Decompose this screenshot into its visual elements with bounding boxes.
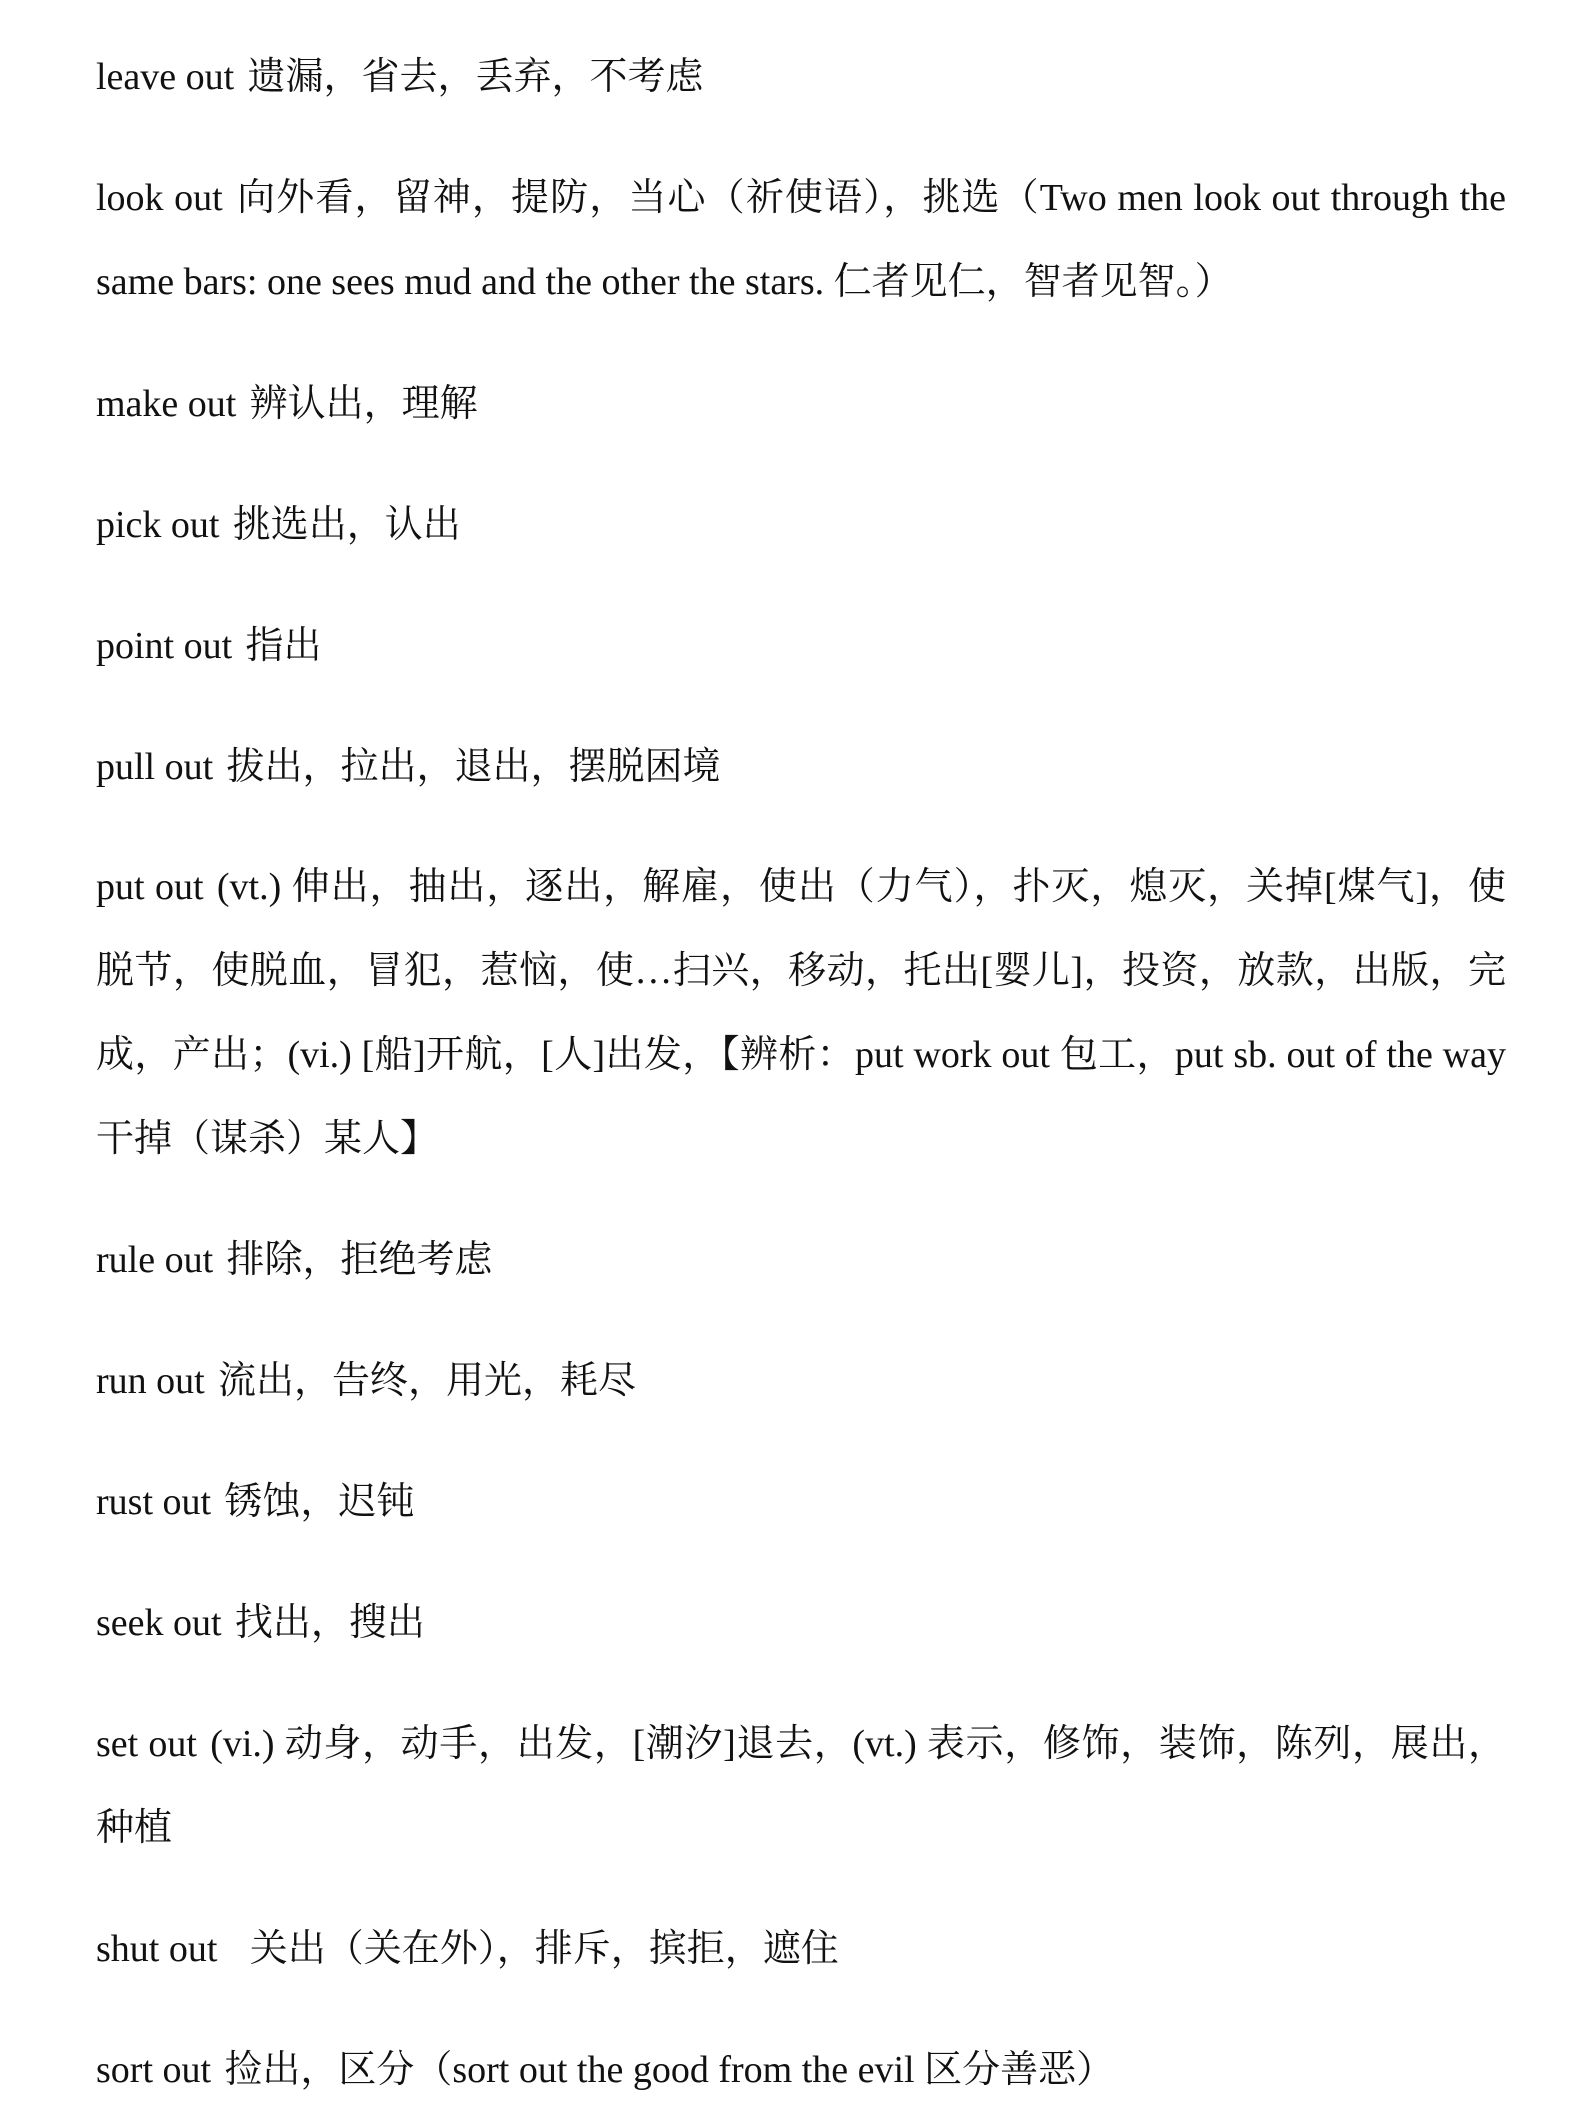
entry-term: make out: [96, 383, 237, 425]
entry-set-out: [96, 1702, 1506, 1870]
entry-definition: (vt.) 伸出，抽出，逐出，解雇，使出（力气），扑灭，熄灭，关掉[煤气]，使脱节，使脱血，冒犯，惹恼，使…扫兴，移动，托出[婴儿]，投资，放款，出版，完成，产出；(vi.) [船]开航，[人]出发，【辨析：put work out 包工，put sb. out of the way 干掉（谋杀）某人】: [96, 866, 1506, 1160]
entry-term: pick out: [96, 504, 220, 546]
entry-term: pull out: [96, 746, 214, 788]
entry-pick-out: [96, 483, 1506, 567]
entry-term: put out: [96, 866, 204, 908]
entry-sort-out: [96, 2028, 1506, 2112]
entry-leave-out: [96, 35, 1506, 119]
entry-definition: 锈蚀，迟钝: [224, 1481, 415, 1523]
entry-definition: 挑选出，认出: [232, 504, 461, 546]
entry-look-out: [96, 156, 1506, 324]
entry-term: set out: [96, 1723, 197, 1765]
entry-definition: 辨认出，理解: [249, 383, 478, 425]
entry-term: seek out: [96, 1602, 222, 1644]
entry-put-out: [96, 845, 1506, 1181]
entry-term: shut out: [96, 1928, 218, 1970]
entry-definition: 捡出，区分（sort out the good from the evil 区分善恶）: [224, 2049, 1115, 2091]
entry-definition: 流出，告终，用光，耗尽: [218, 1360, 637, 1402]
entry-term: sort out: [96, 2049, 212, 2091]
entry-term: rule out: [96, 1239, 214, 1281]
entry-definition: 向外看，留神，提防，当心（祈使语），挑选（Two men look out through the same bars: one sees mud and the other the stars. 仁者见仁，智者见智。）: [96, 177, 1506, 303]
entry-term: look out: [96, 177, 223, 219]
entry-rule-out: [96, 1218, 1506, 1302]
entry-term: point out: [96, 625, 233, 667]
entry-term: rust out: [96, 1481, 212, 1523]
entry-rust-out: [96, 1460, 1506, 1544]
entry-make-out: [96, 362, 1506, 446]
entry-definition: (vi.) 动身，动手，出发，[潮汐]退去，(vt.) 表示，修饰，装饰，陈列，展出，种植: [96, 1723, 1506, 1849]
entry-pull-out: [96, 725, 1506, 809]
entry-seek-out: [96, 1581, 1506, 1665]
entry-term: leave out: [96, 56, 235, 98]
entry-definition: 拔出，拉出，退出，摆脱困境: [226, 746, 721, 788]
entry-run-out: [96, 1339, 1506, 1423]
entry-term: run out: [96, 1360, 205, 1402]
entry-definition: 指出: [245, 625, 322, 667]
entry-definition: 关出（关在外），排斥，摈拒，遮住: [230, 1928, 839, 1970]
entry-shut-out: [96, 1907, 1506, 1991]
entry-definition: 找出，搜出: [234, 1602, 425, 1644]
entry-definition: 遗漏，省去，丢弃，不考虑: [247, 56, 704, 98]
entry-definition: 排除，拒绝考虑: [226, 1239, 493, 1281]
entry-point-out: [96, 604, 1506, 688]
